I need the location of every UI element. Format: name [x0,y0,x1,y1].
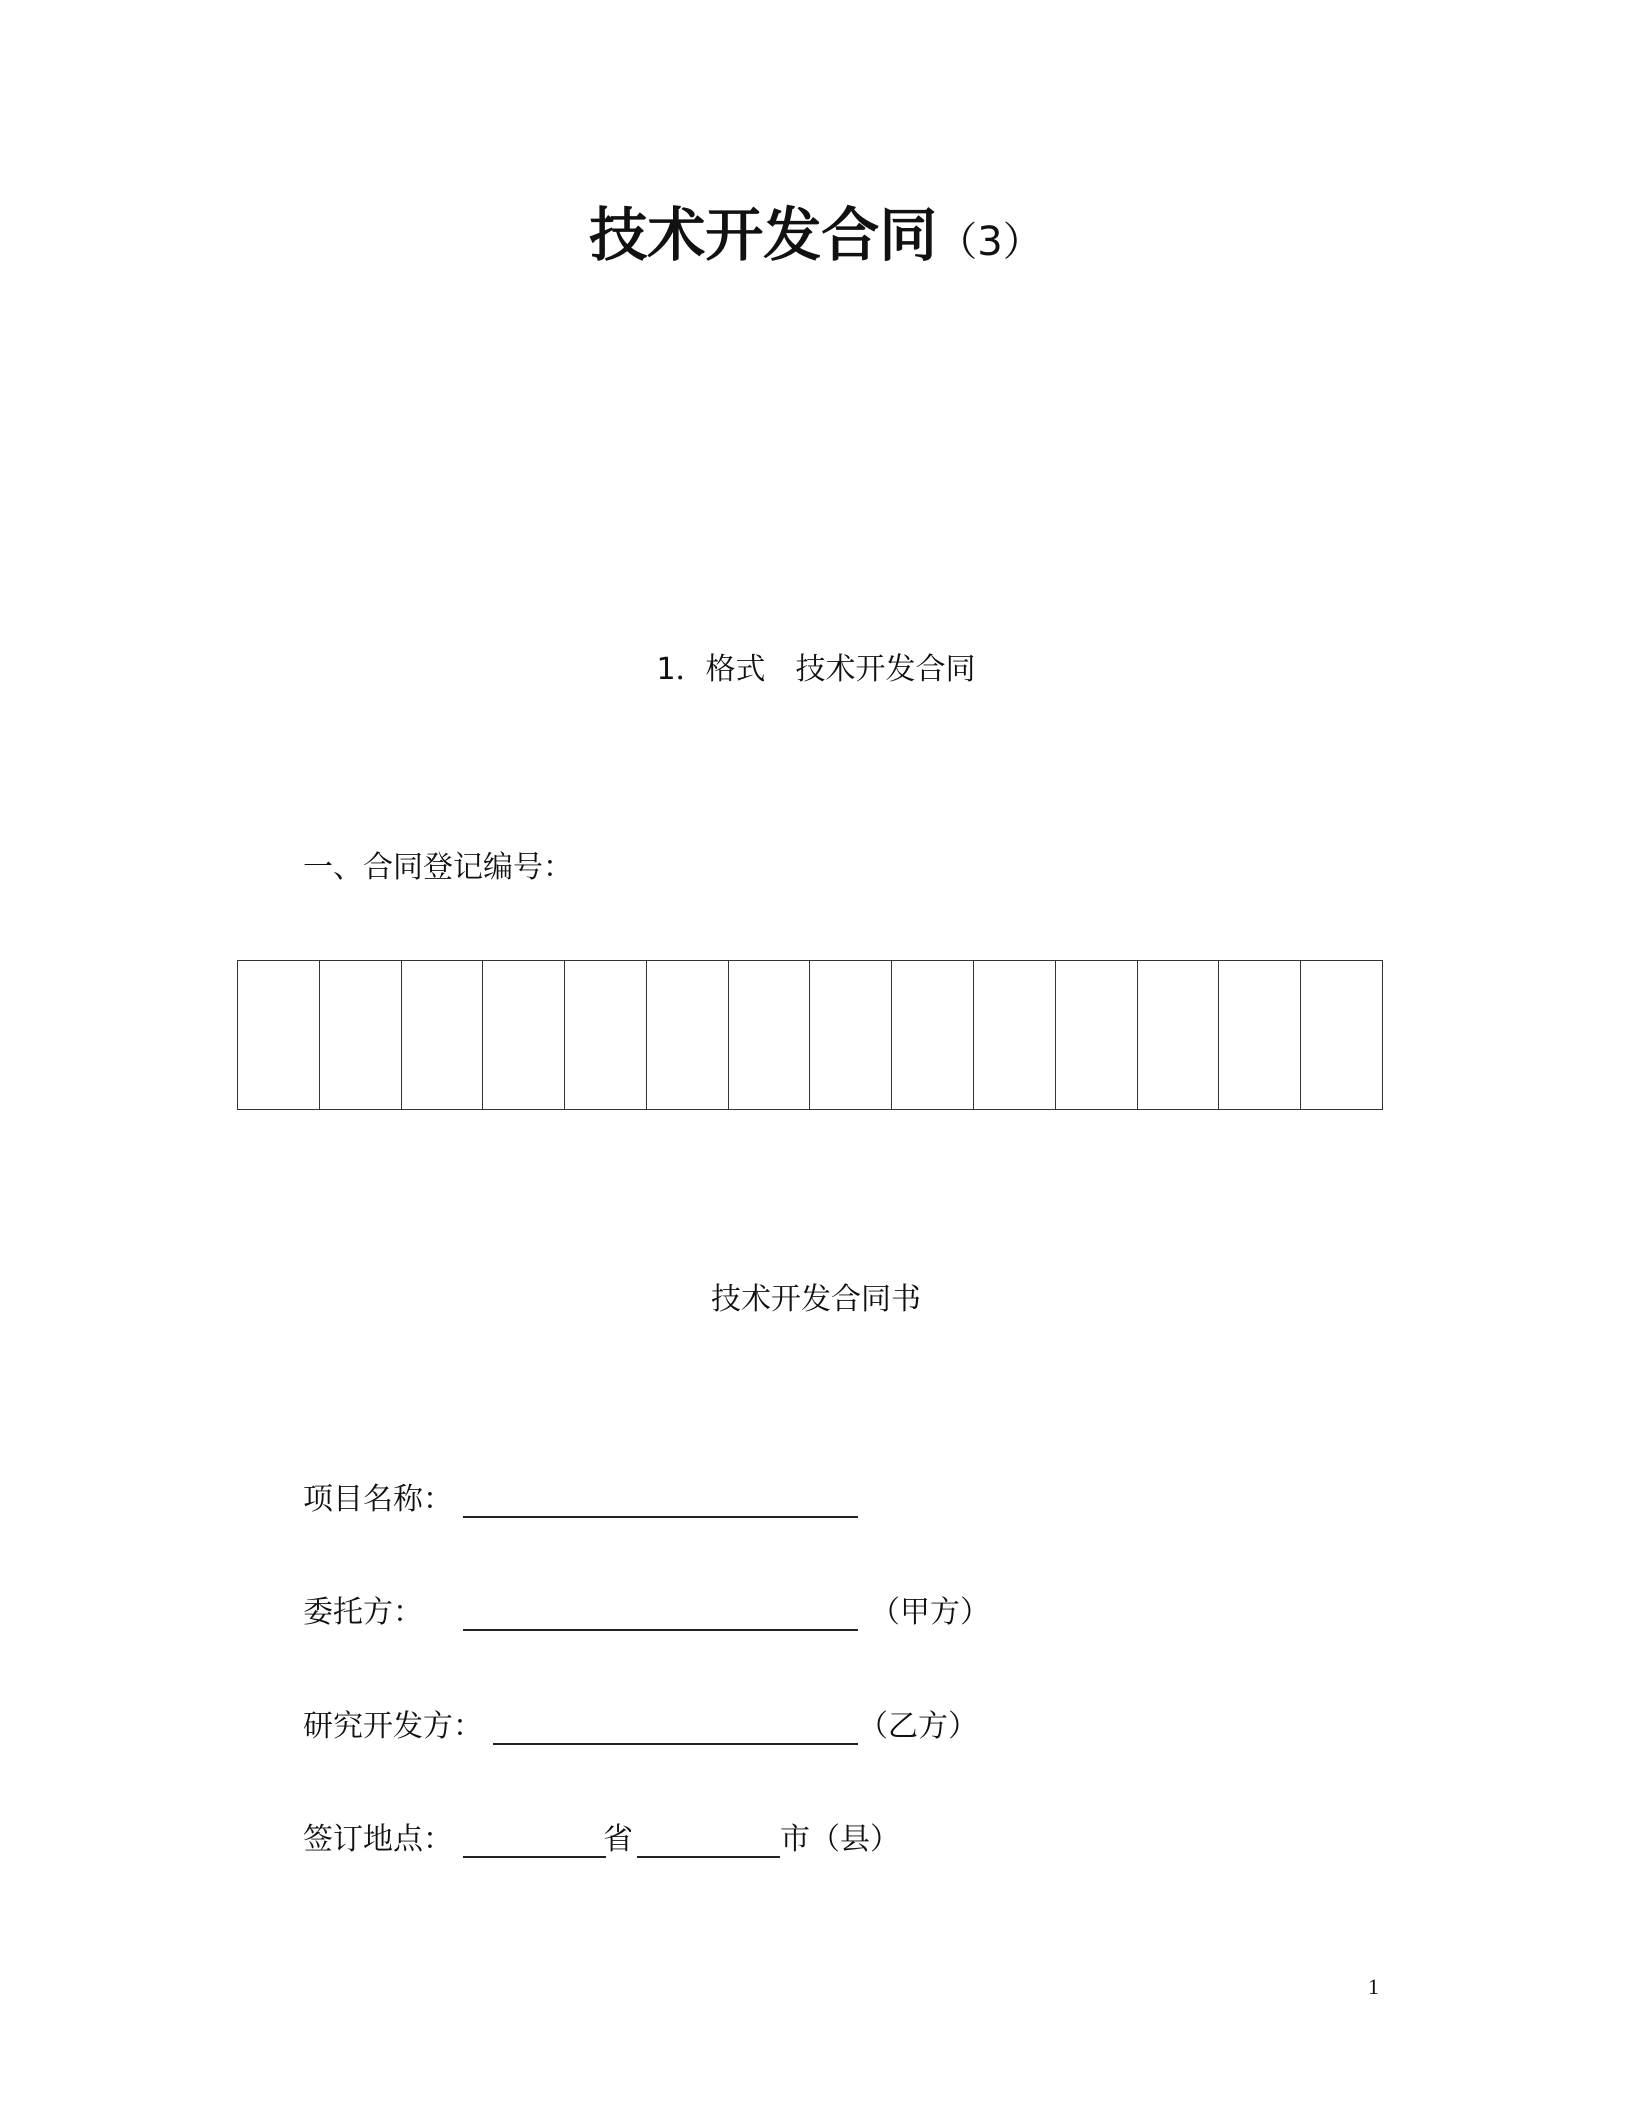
client-blank[interactable] [463,1629,858,1631]
project-name-label: 项目名称： [303,1482,453,1517]
registration-digit-box[interactable] [1138,961,1220,1109]
registration-digit-box[interactable] [892,961,974,1109]
client-label: 委托方： [303,1595,423,1630]
client-party-a: （甲方） [870,1595,990,1630]
registration-digit-box[interactable] [1056,961,1138,1109]
document-title [0,195,1632,282]
province-blank[interactable] [463,1856,606,1858]
registration-digit-box[interactable] [402,961,484,1109]
project-name-blank[interactable] [463,1516,858,1518]
section-heading: 1．格式 技术开发合同 [656,652,976,687]
document-title-text: 技术开发合同 [589,201,938,269]
city-blank[interactable] [637,1856,780,1858]
signing-place-label: 签订地点： [303,1822,453,1857]
city-label: 市（县） [780,1822,900,1857]
developer-blank[interactable] [493,1743,858,1745]
registration-digit-box[interactable] [1301,961,1382,1109]
registration-digit-box[interactable] [238,961,320,1109]
registration-digit-box[interactable] [320,961,402,1109]
registration-digit-box[interactable] [483,961,565,1109]
registration-digit-box[interactable] [974,961,1056,1109]
contract-book-title: 技术开发合同书 [711,1282,921,1317]
registration-digit-box[interactable] [810,961,892,1109]
registration-digit-box[interactable] [565,961,647,1109]
developer-party-b: （乙方） [858,1709,978,1744]
developer-label: 研究开发方： [303,1709,483,1744]
registration-number-label: 一、合同登记编号： [303,850,573,885]
province-label: 省 [603,1822,633,1857]
registration-number-boxes [237,960,1383,1110]
page-number: 1 [1368,1974,1379,1999]
registration-digit-box[interactable] [647,961,729,1109]
document-title-suffix: （3） [937,219,1043,265]
registration-digit-box[interactable] [1219,961,1301,1109]
registration-digit-box[interactable] [729,961,811,1109]
